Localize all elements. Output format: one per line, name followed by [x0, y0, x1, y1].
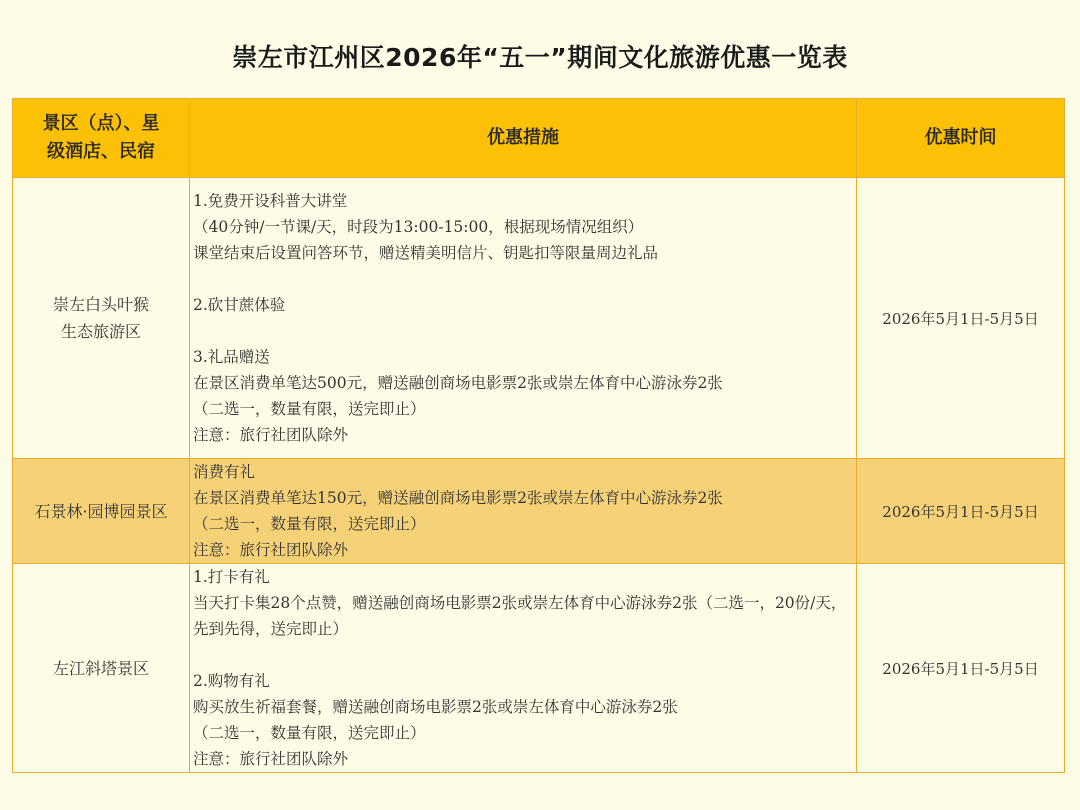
measure-line: （二选一，数量有限，送完即止） [193, 400, 426, 418]
measures-cell [190, 178, 857, 459]
measure-line: （二选一，数量有限，送完即止） [193, 515, 426, 533]
measure-line: 2.购物有礼 [193, 672, 270, 690]
measure-line: 注意：旅行社团队除外 [193, 541, 349, 559]
header-venue-line1: 景区（点）、星 [42, 113, 160, 134]
discount-table [12, 98, 1065, 773]
time-cell: 2026年5月1日-5月5日 [857, 178, 1065, 459]
measure-line: （二选一，数量有限，送完即止） [193, 724, 426, 742]
measure-line: （40分钟/一节课/天，时段为13:00-15:00，根据现场情况组织） [193, 218, 644, 236]
measure-line: 注意：旅行社团队除外 [193, 750, 349, 768]
header-measures: 优惠措施 [190, 99, 857, 178]
measure-line: 2.砍甘蔗体验 [193, 296, 286, 314]
measures-cell [190, 564, 857, 773]
measure-line: 在景区消费单笔达500元，赠送融创商场电影票2张或崇左体育中心游泳券2张 [193, 374, 723, 392]
header-venue-line2: 级酒店、民宿 [47, 141, 155, 162]
header-time: 优惠时间 [857, 99, 1065, 178]
table-row [13, 564, 1065, 773]
measure-line: 在景区消费单笔达150元，赠送融创商场电影票2张或崇左体育中心游泳券2张 [193, 489, 723, 507]
measure-line: 1.免费开设科普大讲堂 [193, 192, 348, 210]
measure-line: 1.打卡有礼 [193, 568, 270, 586]
measure-line: 注意：旅行社团队除外 [193, 426, 349, 444]
measure-line: 3.礼品赠送 [193, 348, 270, 366]
measure-line: 消费有礼 [193, 463, 256, 481]
venue-cell: 左江斜塔景区 [13, 564, 190, 773]
measures-cell [190, 459, 857, 564]
venue-cell: 石景林·园博园景区 [13, 459, 190, 564]
venue-name-line1: 崇左白头叶猴 [52, 295, 149, 314]
measure-line: 当天打卡集28个点赞，赠送融创商场电影票2张或崇左体育中心游泳券2张（二选一，20份/天，先到先得，送完即止） [193, 594, 847, 638]
venue-name-line2: 生态旅游区 [60, 322, 141, 341]
time-cell: 2026年5月1日-5月5日 [857, 564, 1065, 773]
table-header-row [13, 99, 1065, 178]
header-venue [13, 99, 190, 178]
measure-line: 课堂结束后设置问答环节，赠送精美明信片、钥匙扣等限量周边礼品 [193, 244, 659, 262]
table-row [13, 178, 1065, 459]
page-title: 崇左市江州区2026年“五一”期间文化旅游优惠一览表 [232, 43, 848, 72]
venue-cell [13, 178, 190, 459]
table-row [13, 459, 1065, 564]
measure-line: 购买放生祈福套餐，赠送融创商场电影票2张或崇左体育中心游泳券2张 [193, 698, 678, 716]
time-cell: 2026年5月1日-5月5日 [857, 459, 1065, 564]
